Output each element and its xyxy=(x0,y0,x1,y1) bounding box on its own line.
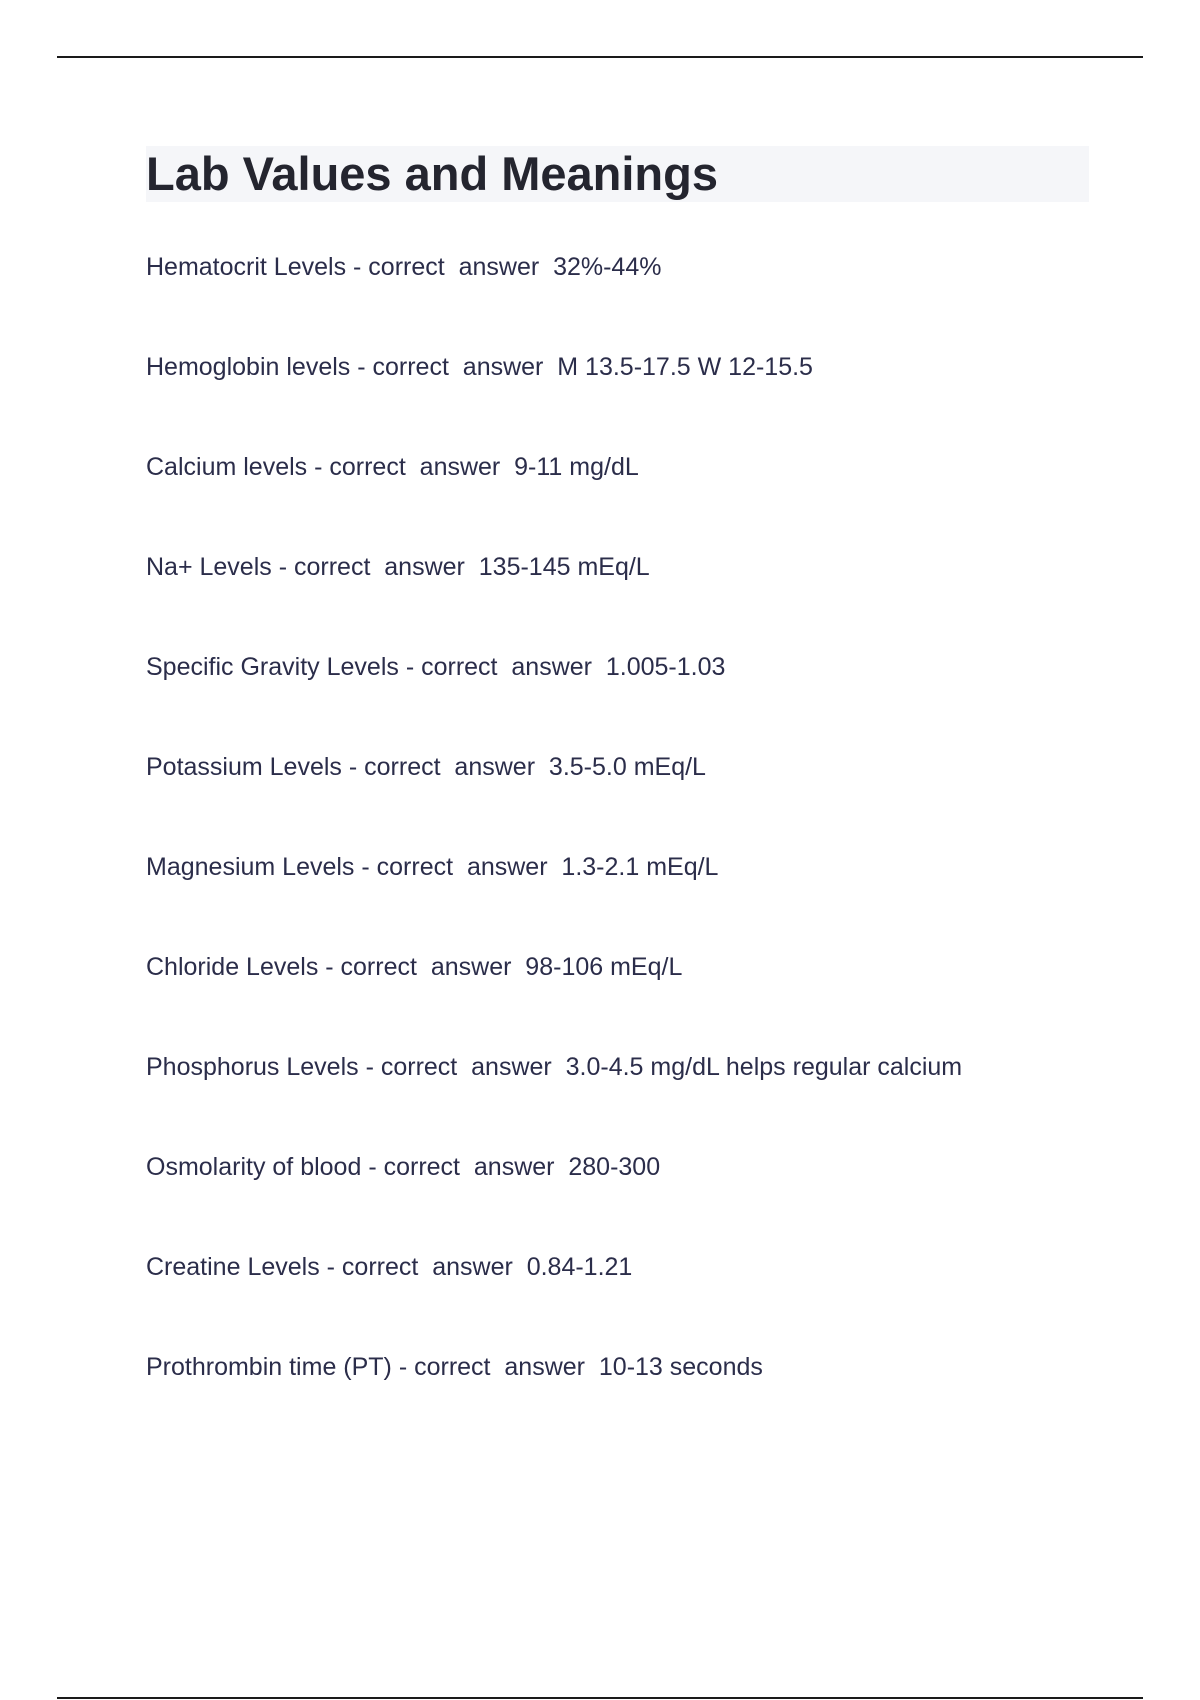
lab-value-entry: Magnesium Levels - correct answer 1.3-2.1 mEq/L xyxy=(146,853,719,881)
bottom-rule xyxy=(57,1697,1143,1699)
lab-value-entry: Na+ Levels - correct answer 135-145 mEq/L xyxy=(146,553,650,581)
lab-value-entry: Chloride Levels - correct answer 98-106 mEq/L xyxy=(146,953,683,981)
page-title: Lab Values and Meanings xyxy=(146,147,718,200)
lab-value-entry: Specific Gravity Levels - correct answer 1.005-1.03 xyxy=(146,653,726,681)
lab-value-entry: Hemoglobin levels - correct answer M 13.5-17.5 W 12-15.5 xyxy=(146,353,813,381)
lab-value-entry: Hematocrit Levels - correct answer 32%-44% xyxy=(146,253,662,281)
lab-value-entry: Prothrombin time (PT) - correct answer 10-13 seconds xyxy=(146,1353,763,1381)
lab-values-list xyxy=(146,252,962,1452)
lab-value-entry: Calcium levels - correct answer 9-11 mg/dL xyxy=(146,453,639,481)
lab-value-entry: Osmolarity of blood - correct answer 280-300 xyxy=(146,1153,661,1181)
lab-value-entry: Potassium Levels - correct answer 3.5-5.0 mEq/L xyxy=(146,753,706,781)
lab-value-entry: Creatine Levels - correct answer 0.84-1.21 xyxy=(146,1253,633,1281)
lab-value-entry: Phosphorus Levels - correct answer 3.0-4.5 mg/dL helps regular calcium xyxy=(146,1053,963,1081)
top-rule xyxy=(57,56,1143,58)
